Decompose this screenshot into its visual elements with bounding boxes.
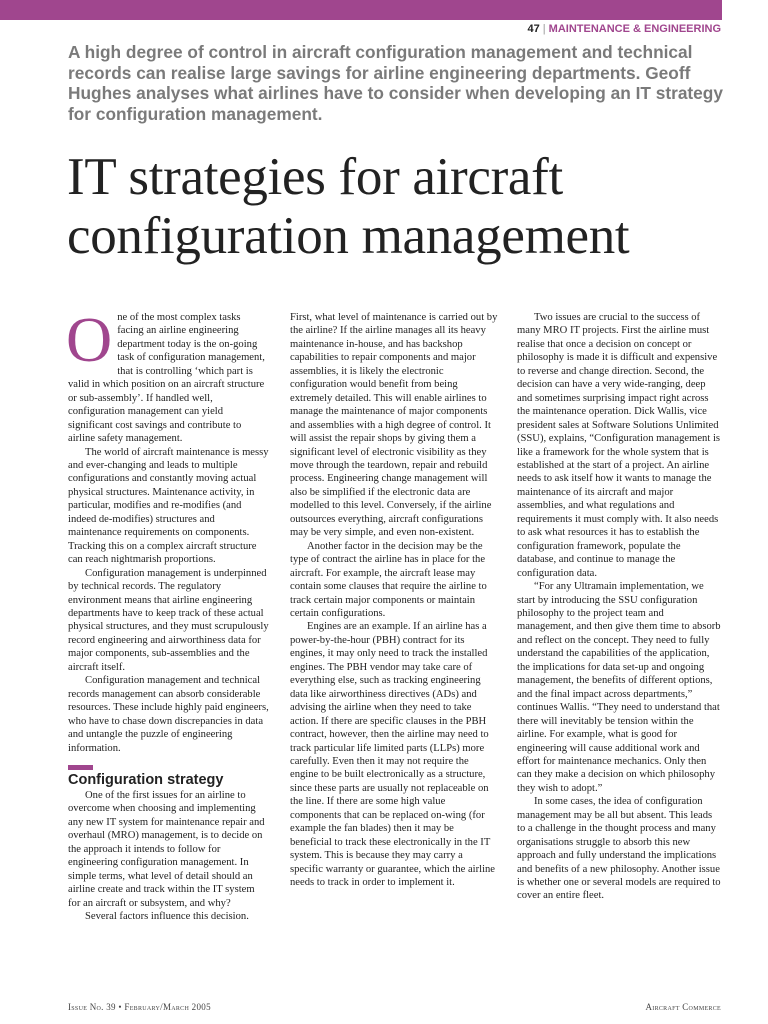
column-1	[66, 304, 269, 923]
page-number: 47	[527, 23, 540, 35]
paragraph: In some cases, the idea of configuration management may be all but absent. This leads to a challenge in the thought process and many organisations struggle to absorb this new approach and fully understand the implications and benefits of a new philosophy. Another issue is whether one or several models are required to cover an entire fleet.	[517, 796, 721, 902]
column-3	[517, 311, 722, 903]
section-label: MAINTENANCE & ENGINEERING	[548, 23, 721, 35]
paragraph: Configuration management and technical records management can absorb considerable resources. These include highly paid engineers, who have to chase down discrepancies in data and untangle the puzzle of engineering information.	[68, 675, 269, 754]
column-2	[290, 311, 498, 889]
paragraph	[66, 304, 269, 446]
title-line-1: IT strategies for aircraft	[67, 148, 563, 206]
paragraph: Several factors influence this decision.	[85, 911, 249, 923]
title-line-2: configuration management	[67, 207, 630, 265]
footer-publication: Aircraft Commerce	[645, 1002, 721, 1012]
footer-issue: Issue No. 39 • February/March 2005	[68, 1002, 211, 1012]
paragraph: Configuration management is underpinned by technical records. The regulatory environment means that airline engineering departments have to keep track of these actual physical structures, and they must scrupulously record engineering and airworthiness data for major components, sub-assemblies and the aircraft itself.	[68, 567, 269, 673]
paragraph: First, what level of maintenance is carried out by the airline? If the airline manages all its heavy maintenance in-house, and has backshop capabilities to repair components and major assemblies, it is likely the electronic configuration would benefit from being extremely detailed. This will enable airlines to manage the maintenance of major components and assemblies with a high degree of control. It will assist the repair shops by giving them a significant level of electronic visibility as they move through the teardown, repair and rebuild process. Engineering change management will also be simplified if the electronic data are modelled to this level. Conversely, if the airline outsources everything, aircraft configurations may be very simple, and even non-existent.	[290, 312, 498, 539]
drop-cap: O	[66, 304, 113, 375]
paragraph-text: ne of the most complex tasks facing an airline engineering department today is the on-going task of configuration management, that is controlling ‘which part is valid in which position on an aircraft structure or sub-assembly’. If handled well, configuration management can yield significant cost savings and contribute to airline safety management.	[68, 312, 265, 445]
standfirst: A high degree of control in aircraft configuration management and technical records can realise large savings for airline engineering departments. Geoff Hughes analyses what airlines have to consider when developing an IT strategy for configuration management.	[68, 42, 723, 124]
subheading: Configuration strategy	[68, 771, 224, 788]
paragraph: Engines are an example. If an airline has a power-by-the-hour (PBH) contract for its engines, it may only need to track the installed engines. The PBH vendor may take care of everything else, such as tracking engineering data like airworthiness directives (ADs) and advising the airline when they need to take action. If there are specific clauses in the PBH contract, however, then the airline may need to track particular life limited parts (LLPs) more carefully. Even then it may not require the engine to be built electronically as a structure, since these parts are usually not replaceable on the line. If there are some high value components that can be replaced on-wing (for example the fan blades) then it may be beneficial to track these electronically in the IT system. This is because they may carry a specific warranty or guarantee, which the airline needs to track in order to implement it.	[290, 621, 496, 889]
subhead-accent-bar	[68, 765, 93, 770]
header-separator: |	[542, 23, 546, 35]
paragraph: One of the first issues for an airline to overcome when choosing and implementing any new IT system for maintenance repair and overhaul (MRO) management, is to decide on the approach it intends to follow for engineering configuration management. In simple terms, what level of detail should an airline create and track within the IT system for an aircraft or subsystem, and why?	[68, 789, 265, 909]
paragraph: The world of aircraft maintenance is messy and ever-changing and leads to multiple configurations and constantly moving actual physical structures. Maintenance activity, in particular, modifies and re-modifies (and indeed de-modifies) structures and maintenance requirements on components. Tracking this on a complex aircraft structure can reach nightmarish proportions.	[68, 446, 269, 566]
page-header	[528, 23, 721, 35]
article-title	[67, 148, 747, 266]
paragraph: Two issues are crucial to the success of many MRO IT projects. First the airline must realise that once a decision on concept or philosophy is made it is difficult and expensive to reverse and change direction. Second, the decision can have a very wide-ranging, deep and sometimes surprising impact right across the maintenance operation. Dick Wallis, vice president sales at Software Solutions Unlimited (SSU), explains, “Configuration management is like a framework for the whole system that is established at the start of a project. An airline needs to ask itself how it wants to manage the maintenance of its aircraft and major assemblies, and what regulations and requirements it must comply with. It also needs to ask what resources it has to establish the configuration framework, populate the database, and continue to manage the configuration data.	[517, 312, 721, 579]
paragraph: Another factor in the decision may be the type of contract the airline has in place for the aircraft. For example, the aircraft lease may contain some clauses that require the airline to track certain major components or maintain certain configurations.	[290, 540, 487, 619]
paragraph: “For any Ultramain implementation, we start by introducing the SSU configuration philosophy to the project team and management, and then give them time to absorb and reflect on the concept. They need to fully understand the capabilities of the application, the implications for data set-up and ongoing management, the benefits of different options, and the final impact across departments,” continues Wallis. “They need to understand that there will inevitably be tension within the airline. For example, what is good for engineering will cause additional work and effort for maintenance mechanics. Only then can they make a decision on which philosophy they wish to adopt.”	[517, 581, 721, 794]
top-accent-bar	[0, 0, 722, 20]
